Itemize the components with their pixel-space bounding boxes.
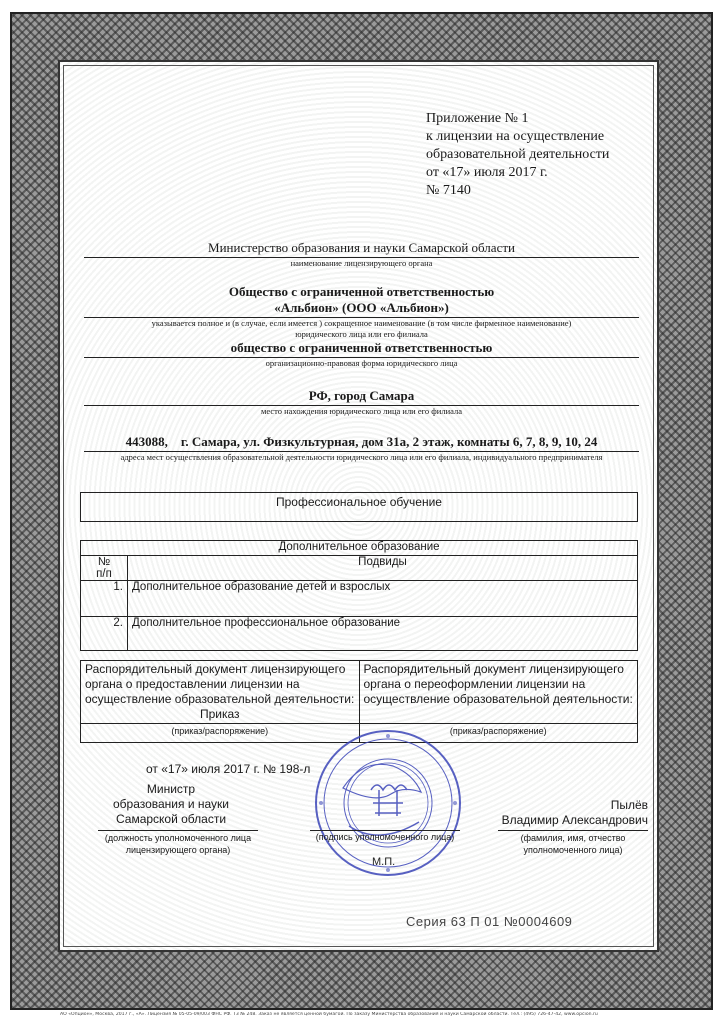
table-row	[81, 617, 638, 651]
caption-line: (фамилия, имя, отчество	[520, 833, 626, 843]
caption-line: уполномоченного лица)	[523, 845, 623, 855]
row-text: Дополнительное профессиональное образование	[128, 617, 638, 651]
document-content	[58, 60, 659, 952]
org-name-caption: юридического лица или его филиала	[295, 329, 428, 339]
name-caption	[498, 830, 648, 856]
signature-caption: (подпись уполномоченного лица)	[310, 830, 460, 842]
stamp-place-mark: М.П.	[372, 856, 396, 868]
address-caption: адреса мест осуществления образовательной деятельности юридического лица или его филиала, индивидуального предпринимателя	[120, 452, 603, 462]
appendix-line: Приложение № 1	[426, 111, 529, 126]
location-value: РФ, город Самара	[84, 388, 639, 406]
form-serial-number: Серия 63 П 01 №0004609	[406, 914, 573, 929]
location-caption: место нахождения юридического лица или его филиала	[261, 406, 462, 416]
position-caption	[98, 830, 258, 856]
additional-education-table	[80, 540, 638, 651]
location-block	[84, 388, 639, 417]
professional-training-box	[80, 492, 638, 522]
licensing-body-caption: наименование лицензирующего органа	[290, 258, 433, 268]
caption-line: (должность уполномоченного лица	[104, 833, 252, 843]
caption-line: лицензирующего органа)	[125, 845, 231, 855]
address-value: 443088, г. Самара, ул. Физкультурная, дом 31а, 2 этаж, комнаты 6, 7, 8, 9, 10, 24	[84, 434, 639, 452]
appendix-header	[426, 110, 609, 200]
professional-training-label: Профессиональное обучение	[276, 495, 442, 509]
signatory-given-names: Владимир Александрович	[501, 813, 648, 827]
grant-document-type: Приказ	[199, 707, 240, 721]
grant-document-text: Распорядительный документ лицензирующего органа о предоставлении лицензии на осуществление образовательной деятельности:	[85, 662, 355, 706]
org-name-caption: указывается полное и (в случае, если имеется ) сокращенное наименование (в том числе фирменное наименование)	[151, 318, 572, 328]
table-row	[81, 581, 638, 617]
row-number: 2.	[81, 617, 128, 651]
grant-document-cell	[81, 661, 360, 724]
appendix-number: № 7140	[426, 183, 471, 198]
signatory-name	[478, 798, 648, 828]
legal-form-value: общество с ограниченной ответственностью	[84, 340, 639, 358]
appendix-date: от «17» июля 2017 г.	[426, 165, 548, 180]
column-header-subtypes: Подвиды	[128, 556, 638, 581]
row-text: Дополнительное образование детей и взрослых	[128, 581, 638, 617]
additional-education-title: Дополнительное образование	[81, 541, 638, 556]
signatory-position	[76, 782, 266, 827]
licensing-body-block	[84, 240, 639, 269]
reissue-document-caption: (приказ/распоряжение)	[359, 724, 638, 743]
reissue-document-text: Распорядительный документ лицензирующего органа о переоформлении лицензии на осуществление образовательной деятельности:	[363, 662, 633, 706]
legal-form-caption: организационно-правовая форма юридического лица	[265, 358, 458, 368]
column-header-number: № п/п	[81, 556, 128, 581]
appendix-line: образовательной деятельности	[426, 147, 610, 162]
table-title-row	[81, 541, 638, 556]
position-line: Самарской области	[115, 812, 227, 826]
appendix-line: к лицензии на осуществление	[426, 129, 605, 144]
legal-form-block	[84, 340, 639, 369]
printer-footer: АО «Опцион», Москва, 2017 г., «А». Лицензия № 05-05-09/003 ФНС РФ. Т3 № 248. Заказ не является ценной бумагой. По заказу Министерства образования и науки Самарской области. Тел.: (495) 726-47-42, www.opcion.ru	[60, 1012, 598, 1017]
reissue-document-cell	[359, 661, 638, 724]
position-line: Министр	[146, 782, 196, 796]
licensing-body-name: Министерство образования и науки Самарской области	[84, 240, 639, 258]
grant-document-caption: (приказ/распоряжение)	[81, 724, 360, 743]
row-number: 1.	[81, 581, 128, 617]
org-name-line2: «Альбион» (ООО «Альбион»)	[84, 300, 639, 318]
order-date: от «17» июля 2017 г. № 198-л	[146, 762, 311, 776]
position-line: образования и науки	[112, 797, 230, 811]
table-header-row	[81, 556, 638, 581]
organization-name-block	[84, 284, 639, 340]
signatory-surname: Пылёв	[610, 798, 648, 812]
address-block	[84, 434, 639, 463]
org-name-line1: Общество с ограниченной ответственностью	[228, 284, 495, 299]
documents-row	[81, 661, 638, 724]
